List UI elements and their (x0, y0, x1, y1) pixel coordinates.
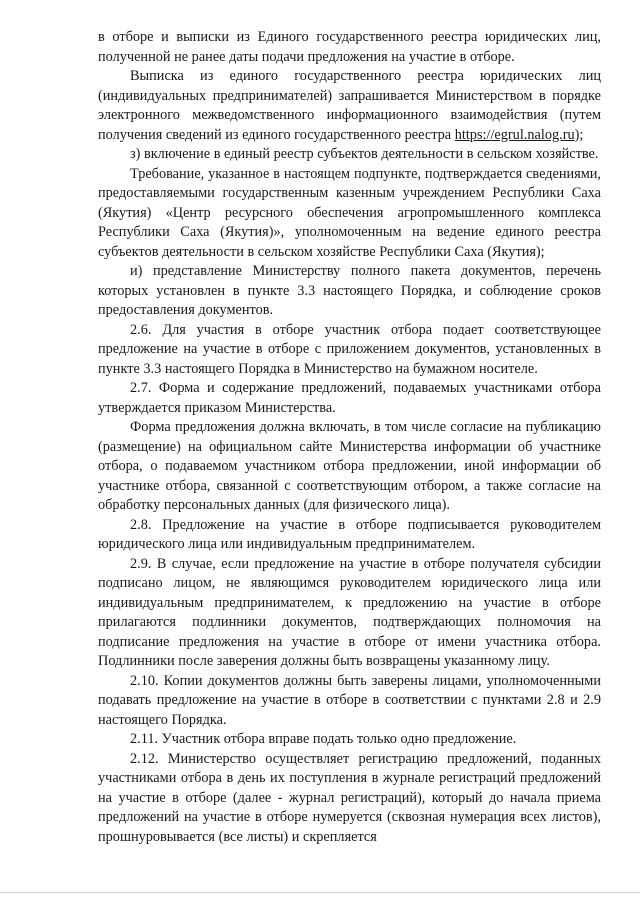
paragraph-text: ); (574, 126, 584, 143)
paragraph: 2.11. Участник отбора вправе подать только одно предложение. (130, 731, 517, 747)
scan-edge-divider (0, 892, 640, 893)
paragraph: Форма предложения должна включать, в том числе согласие на публикацию (размещение) на официальном сайте Министерства информации об участнике отбора, о подаваемом участником отбора предложении, иной информации об участнике отбора, связанной с соответствующим отбором, а также согласие на обработку персональных данных (для физического лица). (98, 419, 601, 513)
paragraph-text: Выписка из единого государственного реестра юридических лиц (индивидуальных предпринимателей) запрашивается Министерством в порядке электронного межведомственного информационного взаимодействия (путем получения сведений из единого государственного реестра (98, 68, 601, 143)
paragraph: 2.8. Предложение на участие в отборе подписывается руководителем юридического лица или индивидуальным предпринимателем. (98, 516, 601, 552)
paragraph: 2.12. Министерство осуществляет регистрацию предложений, поданных участниками отбора в день их поступления в журнале регистраций предложений на участие в отборе (далее - журнал регистраций), который до начала приема предложений на участие в отборе нумеруется (сквозная нумерация всех листов), прошнуровывается (все листы) и скрепляется (98, 750, 601, 845)
document-body (98, 28, 601, 847)
paragraph: 2.10. Копии документов должны быть заверены лицами, уполномоченными подавать предложение на участие в отборе в соответствии с пунктами 2.8 и 2.9 настоящего Порядка. (98, 672, 601, 728)
paragraph: з) включение в единый реестр субъектов деятельности в сельском хозяйстве. (130, 146, 599, 162)
paragraph (98, 67, 601, 145)
paragraph: Требование, указанное в настоящем подпункте, подтверждается сведениями, предоставляемыми государственным казенным учреждением Республики Саха (Якутия) «Центр ресурсного обеспечения агропромышленного комплекса Республики Саха (Якутия)», уполномоченным на ведение единого реестра субъектов деятельности в сельском хозяйстве Республики Саха (Якутия); (98, 165, 601, 260)
paragraph: и) представление Министерству полного пакета документов, перечень которых установлен в пункте 3.3 настоящего Порядка, и соблюдение сроков предоставления документов. (98, 263, 601, 318)
paragraph: 2.9. В случае, если предложение на участие в отборе получателя субсидии подписано лицом, не являющимся руководителем юридического лица или индивидуальным предпринимателем, к предложению на участие в отборе прилагаются подлинники документов, подтверждающих полномочия на подписание предложения на участие в отборе от имени участника отбора. Подлинники после заверения должны быть возвращены указанному лицу. (98, 555, 601, 669)
paragraph: в отборе и выписки из Единого государственного реестра юридических лиц, полученной не ранее даты подачи предложения на участие в отборе. (98, 29, 601, 65)
paragraph: 2.6. Для участия в отборе участник отбора подает соответствующее предложение на участие в отборе с приложением документов, установленных в пункте 3.3 настоящего Порядка в Министерство на бумажном носителе. (98, 321, 601, 377)
egrul-link[interactable]: https://egrul.nalog.ru (454, 126, 575, 143)
paragraph: 2.7. Форма и содержание предложений, подаваемых участниками отбора утверждается приказом Министерства. (98, 380, 601, 416)
